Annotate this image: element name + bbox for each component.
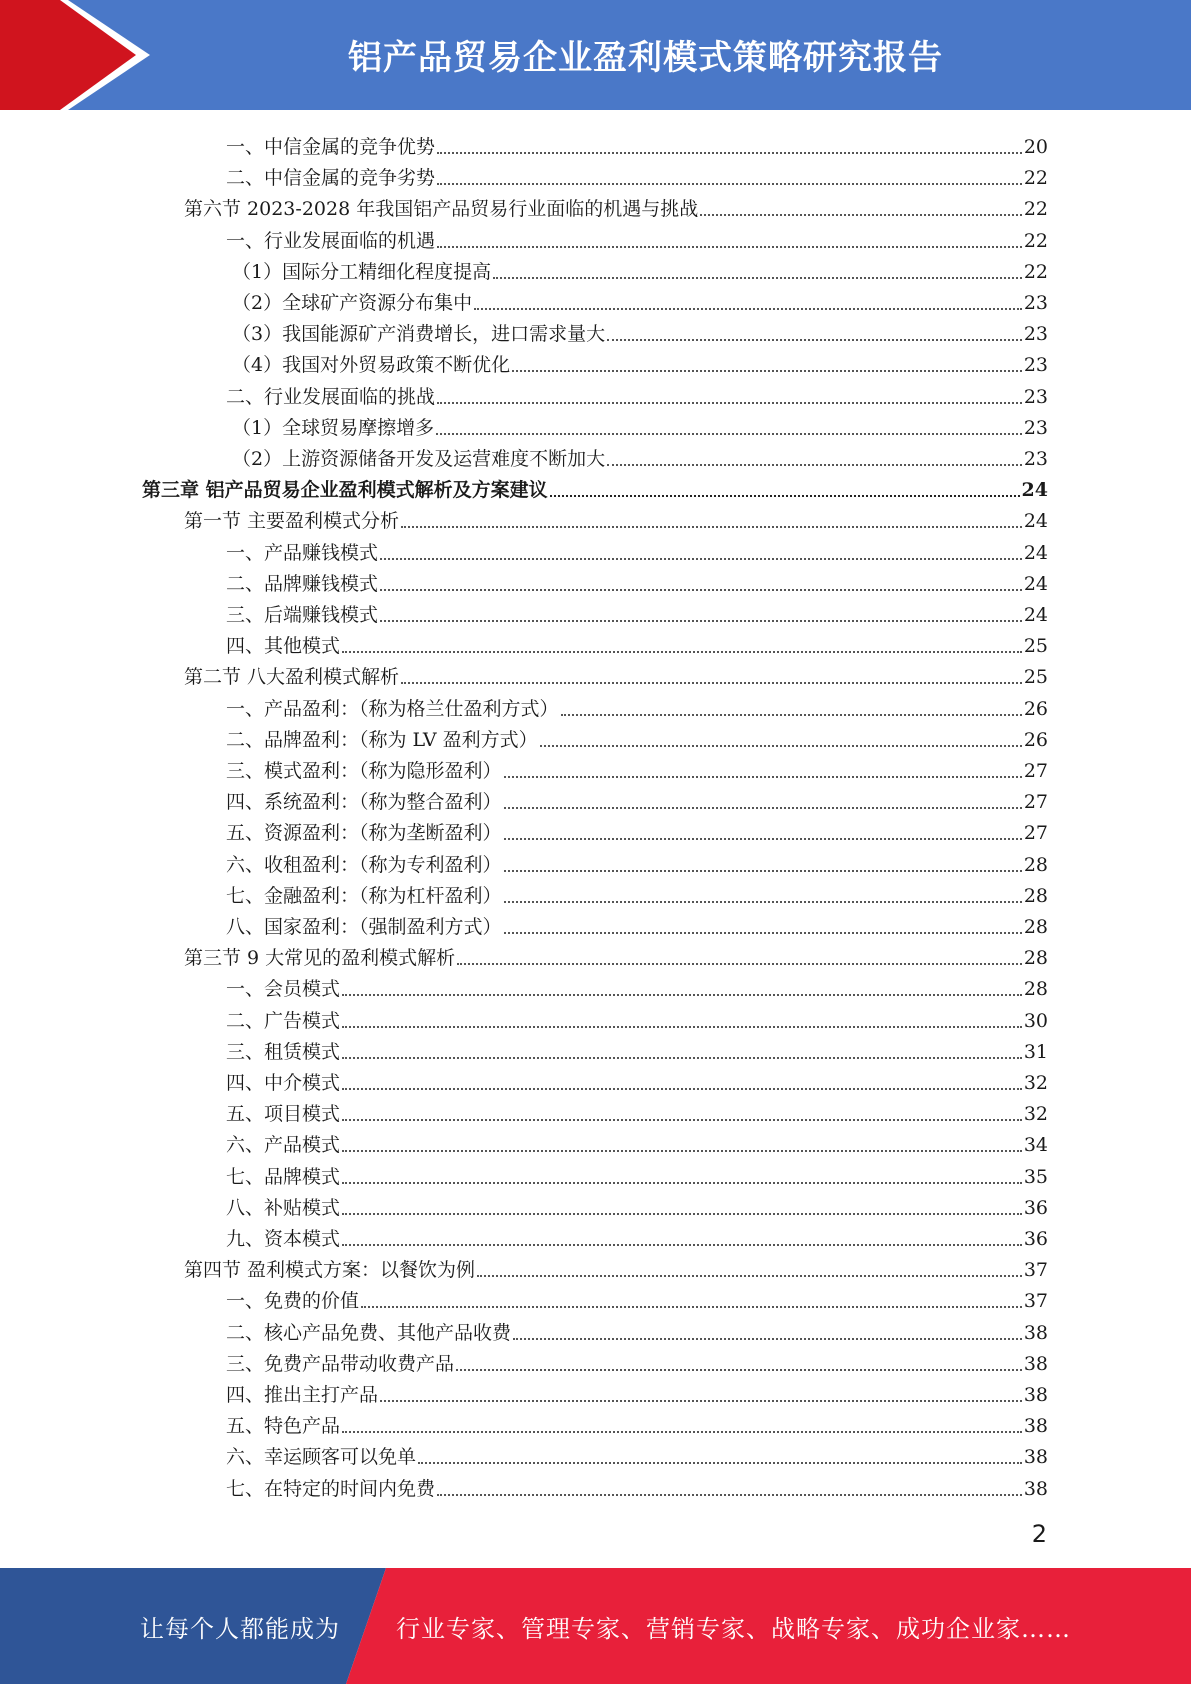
- toc-subsection-entry[interactable]: [226, 1126, 1048, 1157]
- toc-entry-page: 27: [1023, 822, 1048, 844]
- toc-entry-label: 三、模式盈利：（称为隐形盈利）: [226, 760, 502, 782]
- toc-chapter-entry[interactable]: [142, 471, 1048, 502]
- toc-subsection-entry[interactable]: [232, 284, 1048, 315]
- toc-entry-label: 八、国家盈利：（强制盈利方式）: [226, 916, 502, 938]
- toc-entry-label: 四、中介模式: [226, 1072, 341, 1094]
- toc-entry-page: 22: [1023, 167, 1048, 189]
- toc-subsection-entry[interactable]: [232, 346, 1048, 377]
- toc-subsection-entry[interactable]: [226, 783, 1048, 814]
- toc-entry-page: 23: [1023, 417, 1048, 439]
- toc-entry-page: 37: [1023, 1290, 1048, 1312]
- toc-subsection-entry[interactable]: [226, 877, 1048, 908]
- toc-entry-label: 二、中信金属的竞争劣势: [226, 167, 436, 189]
- toc-leader-dots: [477, 1275, 1022, 1277]
- footer-slogan-right: 行业专家、管理专家、营销专家、战略专家、成功企业家……: [396, 1614, 1071, 1643]
- toc-entry-page: 38: [1023, 1353, 1048, 1375]
- toc-leader-dots: [437, 152, 1022, 154]
- toc-entry-label: 一、行业发展面临的机遇: [226, 230, 436, 252]
- toc-entry-label: 五、资源盈利：（称为垄断盈利）: [226, 822, 502, 844]
- toc-entry-label: 一、会员模式: [226, 978, 341, 1000]
- toc-leader-dots: [504, 807, 1022, 809]
- toc-entry-page: 28: [1023, 854, 1048, 876]
- toc-leader-dots: [436, 433, 1022, 435]
- toc-subsection-entry[interactable]: [226, 1345, 1048, 1376]
- toc-subsection-entry[interactable]: [226, 908, 1048, 939]
- toc-entry-page: 24: [1021, 479, 1048, 501]
- toc-entry-label: 一、产品盈利：（称为格兰仕盈利方式）: [226, 698, 559, 720]
- toc-entry-page: 23: [1023, 354, 1048, 376]
- toc-entry-label: 六、收租盈利：（称为专利盈利）: [226, 854, 502, 876]
- toc-entry-page: 24: [1023, 604, 1048, 626]
- toc-leader-dots: [418, 1462, 1022, 1464]
- toc-subsection-entry[interactable]: [226, 1282, 1048, 1313]
- toc-entry-page: 36: [1023, 1228, 1048, 1250]
- toc-subsection-entry[interactable]: [226, 128, 1048, 159]
- toc-leader-dots: [342, 651, 1022, 653]
- toc-subsection-entry[interactable]: [226, 596, 1048, 627]
- toc-entry-page: 35: [1023, 1166, 1048, 1188]
- toc-subsection-entry[interactable]: [226, 222, 1048, 253]
- toc-leader-dots: [380, 620, 1022, 622]
- toc-subsection-entry[interactable]: [226, 1438, 1048, 1469]
- toc-entry-label: 三、租赁模式: [226, 1041, 341, 1063]
- toc-entry-label: 七、品牌模式: [226, 1166, 341, 1188]
- toc-subsection-entry[interactable]: [226, 378, 1048, 409]
- toc-leader-dots: [456, 1369, 1022, 1371]
- toc-entry-label: （4）我国对外贸易政策不断优化: [232, 354, 511, 376]
- toc-subsection-entry[interactable]: [226, 970, 1048, 1001]
- toc-subsection-entry[interactable]: [226, 1189, 1048, 1220]
- toc-leader-dots: [437, 402, 1022, 404]
- toc-leader-dots: [342, 1088, 1022, 1090]
- toc-leader-dots: [504, 932, 1022, 934]
- toc-subsection-entry[interactable]: [226, 1095, 1048, 1126]
- toc-leader-dots: [437, 1494, 1022, 1496]
- toc-entry-page: 24: [1023, 510, 1048, 532]
- toc-entry-page: 22: [1023, 261, 1048, 283]
- toc-leader-dots: [342, 1431, 1022, 1433]
- toc-entry-label: 第六节 2023-2028 年我国铝产品贸易行业面临的机遇与挑战: [184, 198, 699, 220]
- toc-entry-label: 六、幸运顾客可以免单: [226, 1446, 417, 1468]
- toc-entry-page: 20: [1023, 136, 1048, 158]
- toc-entry-page: 28: [1023, 916, 1048, 938]
- toc-entry-label: （2）全球矿产资源分布集中: [232, 292, 473, 314]
- toc-entry-label: 第四节 盈利模式方案：以餐饮为例: [184, 1259, 476, 1281]
- toc-leader-dots: [342, 1150, 1022, 1152]
- toc-subsection-entry[interactable]: [226, 1314, 1048, 1345]
- toc-entry-page: 38: [1023, 1415, 1048, 1437]
- toc-entry-label: 第三节 9 大常见的盈利模式解析: [184, 947, 456, 969]
- toc-entry-page: 23: [1023, 448, 1048, 470]
- toc-subsection-entry[interactable]: [226, 1376, 1048, 1407]
- toc-entry-page: 36: [1023, 1197, 1048, 1219]
- toc-subsection-entry[interactable]: [232, 315, 1048, 346]
- toc-entry-label: 四、推出主打产品: [226, 1384, 379, 1406]
- toc-leader-dots: [437, 183, 1022, 185]
- toc-subsection-entry[interactable]: [226, 1470, 1048, 1501]
- document-title: 铝产品贸易企业盈利模式策略研究报告: [348, 37, 943, 78]
- toc-entry-page: 28: [1023, 947, 1048, 969]
- toc-entry-label: 五、项目模式: [226, 1103, 341, 1125]
- toc-subsection-entry[interactable]: [226, 534, 1048, 565]
- toc-subsection-entry[interactable]: [226, 814, 1048, 845]
- toc-entry-page: 38: [1023, 1384, 1048, 1406]
- toc-section-entry[interactable]: [184, 1251, 1048, 1282]
- toc-leader-dots: [504, 870, 1022, 872]
- toc-leader-dots: [540, 745, 1022, 747]
- toc-entry-label: 三、后端赚钱模式: [226, 604, 379, 626]
- toc-entry-label: 二、广告模式: [226, 1010, 341, 1032]
- toc-entry-page: 37: [1023, 1259, 1048, 1281]
- toc-entry-page: 27: [1023, 791, 1048, 813]
- toc-subsection-entry[interactable]: [226, 846, 1048, 877]
- toc-leader-dots: [607, 339, 1022, 341]
- footer-banner: [0, 1568, 1191, 1684]
- toc-entry-page: 38: [1023, 1478, 1048, 1500]
- toc-entry-label: 一、产品赚钱模式: [226, 542, 379, 564]
- toc-entry-label: 六、产品模式: [226, 1134, 341, 1156]
- toc-entry-page: 26: [1023, 729, 1048, 751]
- toc-entry-page: 27: [1023, 760, 1048, 782]
- toc-entry-page: 23: [1023, 292, 1048, 314]
- toc-entry-page: 31: [1023, 1041, 1048, 1063]
- toc-subsection-entry[interactable]: [226, 690, 1048, 721]
- toc-entry-label: 九、资本模式: [226, 1228, 341, 1250]
- toc-leader-dots: [342, 1213, 1022, 1215]
- toc-entry-label: 三、免费产品带动收费产品: [226, 1353, 455, 1375]
- toc-entry-page: 22: [1023, 230, 1048, 252]
- toc-leader-dots: [437, 246, 1022, 248]
- toc-entry-label: （1）全球贸易摩擦增多: [232, 417, 435, 439]
- toc-entry-label: 二、品牌赚钱模式: [226, 573, 379, 595]
- toc-entry-label: 五、特色产品: [226, 1415, 341, 1437]
- toc-leader-dots: [700, 214, 1022, 216]
- toc-leader-dots: [342, 994, 1022, 996]
- toc-subsection-entry[interactable]: [232, 409, 1048, 440]
- toc-entry-label: （3）我国能源矿产消费增长，进口需求量大: [232, 323, 606, 345]
- toc-entry-page: 24: [1023, 542, 1048, 564]
- toc-entry-page: 23: [1023, 386, 1048, 408]
- toc-entry-label: 七、在特定的时间内免费: [226, 1478, 436, 1500]
- toc-leader-dots: [513, 1338, 1022, 1340]
- toc-entry-page: 38: [1023, 1446, 1048, 1468]
- toc-section-entry[interactable]: [184, 190, 1048, 221]
- toc-subsection-entry[interactable]: [226, 1002, 1048, 1033]
- toc-leader-dots: [342, 1057, 1022, 1059]
- toc-entry-page: 23: [1023, 323, 1048, 345]
- toc-leader-dots: [342, 1182, 1022, 1184]
- toc-entry-label: 四、其他模式: [226, 635, 341, 657]
- toc-leader-dots: [380, 1400, 1022, 1402]
- toc-entry-label: 二、品牌盈利：（称为 LV 盈利方式）: [226, 729, 538, 751]
- toc-section-entry[interactable]: [184, 658, 1048, 689]
- toc-entry-label: （1）国际分工精细化程度提高: [232, 261, 492, 283]
- toc-entry-page: 34: [1023, 1134, 1048, 1156]
- toc-leader-dots: [457, 963, 1022, 965]
- toc-subsection-entry[interactable]: [226, 1064, 1048, 1095]
- toc-subsection-entry[interactable]: [226, 1033, 1048, 1064]
- toc-entry-label: 七、金融盈利：（称为杠杆盈利）: [226, 885, 502, 907]
- toc-leader-dots: [607, 464, 1022, 466]
- toc-entry-label: 第三章 铝产品贸易企业盈利模式解析及方案建议: [142, 479, 548, 501]
- toc-entry-label: 一、中信金属的竞争优势: [226, 136, 436, 158]
- toc-leader-dots: [380, 558, 1022, 560]
- toc-entry-page: 28: [1023, 885, 1048, 907]
- toc-leader-dots: [401, 526, 1022, 528]
- toc-leader-dots: [361, 1306, 1022, 1308]
- toc-leader-dots: [342, 1026, 1022, 1028]
- toc-entry-page: 25: [1023, 666, 1048, 688]
- toc-subsection-entry[interactable]: [226, 159, 1048, 190]
- toc-leader-dots: [512, 370, 1022, 372]
- toc-subsection-entry[interactable]: [226, 1407, 1048, 1438]
- toc-leader-dots: [493, 277, 1022, 279]
- toc-entry-page: 38: [1023, 1322, 1048, 1344]
- toc-subsection-entry[interactable]: [226, 627, 1048, 658]
- toc-entry-page: 22: [1023, 198, 1048, 220]
- toc-subsection-entry[interactable]: [226, 752, 1048, 783]
- toc-entry-label: 一、免费的价值: [226, 1290, 360, 1312]
- toc-subsection-entry[interactable]: [232, 253, 1048, 284]
- page-number: 2: [1031, 1520, 1047, 1548]
- toc-subsection-entry[interactable]: [232, 440, 1048, 471]
- toc-subsection-entry[interactable]: [226, 565, 1048, 596]
- toc-entry-page: 32: [1023, 1072, 1048, 1094]
- toc-entry-page: 30: [1023, 1010, 1048, 1032]
- toc-leader-dots: [342, 1244, 1022, 1246]
- toc-leader-dots: [504, 838, 1022, 840]
- toc-leader-dots: [380, 589, 1022, 591]
- toc-leader-dots: [504, 901, 1022, 903]
- toc-leader-dots: [550, 495, 1020, 497]
- toc-subsection-entry[interactable]: [226, 1158, 1048, 1189]
- toc-entry-label: 第一节 主要盈利模式分析: [184, 510, 400, 532]
- toc-subsection-entry[interactable]: [226, 1220, 1048, 1251]
- toc-entry-label: 第二节 八大盈利模式解析: [184, 666, 400, 688]
- toc-section-entry[interactable]: [184, 939, 1048, 970]
- toc-entry-label: 八、补贴模式: [226, 1197, 341, 1219]
- toc-entry-label: 四、系统盈利：（称为整合盈利）: [226, 791, 502, 813]
- toc-entry-page: 28: [1023, 978, 1048, 1000]
- toc-entry-page: 32: [1023, 1103, 1048, 1125]
- toc-leader-dots: [504, 776, 1022, 778]
- toc-section-entry[interactable]: [184, 502, 1048, 533]
- footer-slogan-left: 让每个人都能成为: [140, 1614, 340, 1643]
- toc-subsection-entry[interactable]: [226, 721, 1048, 752]
- toc-entry-page: 24: [1023, 573, 1048, 595]
- toc-leader-dots: [561, 714, 1022, 716]
- toc-leader-dots: [474, 308, 1022, 310]
- header-banner: [0, 0, 1191, 110]
- toc-entry-label: 二、核心产品免费、其他产品收费: [226, 1322, 512, 1344]
- toc-entry-label: 二、行业发展面临的挑战: [226, 386, 436, 408]
- toc-entry-page: 26: [1023, 698, 1048, 720]
- toc-leader-dots: [342, 1119, 1022, 1121]
- toc-leader-dots: [401, 682, 1022, 684]
- toc-entry-label: （2）上游资源储备开发及运营难度不断加大: [232, 448, 606, 470]
- toc-entry-page: 25: [1023, 635, 1048, 657]
